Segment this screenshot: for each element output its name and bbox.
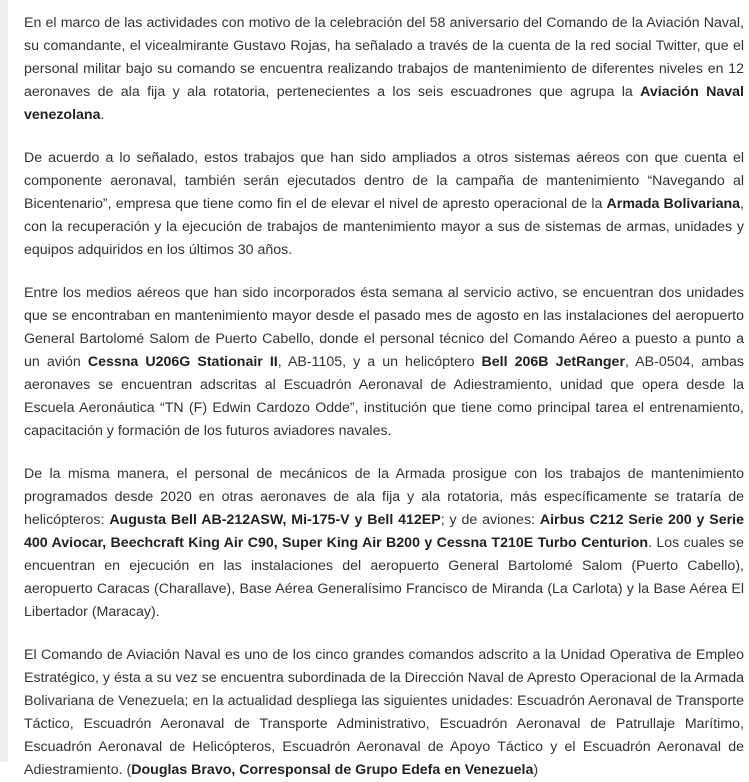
article-paragraph — [24, 463, 744, 624]
bold-text-run: Augusta Bell AB-212ASW, Mi-175-V y Bell 412EP — [109, 512, 441, 528]
text-run: El Comando de Aviación Naval es uno de los cinco grandes comandos adscrito a la Unidad Operativa de Empleo Estratégico, y ésta a su vez se encuentra subordinada de la Dirección Naval de Apresto Operacional de la Armada Bolivariana de Venezuela; en la actualidad despliega las siguientes unidades: Escuadrón Aeronaval de Transporte Táctico, Escuadrón Aeronaval de Transporte Administrativo, Escuadrón Aeronaval de Patrullaje Marítimo, Escuadrón Aeronaval de Helicópteros, Escuadrón Aeronaval de Apoyo Táctico y el Escuadrón Aeronaval de Adiestramiento. ( — [24, 647, 744, 778]
text-run: . Los cuales se encuentran en ejecución en las instalaciones del aeropuerto General Bartolomé Salom (Puerto Cabello), aeropuerto Caracas (Charallave), Base Aérea Generalísimo Francisco de Miranda (La Carlota) y la Base Aérea El Libertador (Maracay). — [24, 535, 745, 620]
article-body — [24, 12, 744, 782]
bold-text-run: Airbus C212 Serie 200 y Serie 400 Aviocar, Beechcraft King Air C90, Super King Air B200 y Cessna T210E Turbo Centurion — [24, 512, 744, 551]
text-run: ; y de aviones: — [440, 512, 540, 528]
left-margin-rule — [0, 0, 8, 762]
text-run: , AB-1105, y a un helicóptero — [277, 354, 482, 370]
bold-text-run: Aviación Naval venezolana — [24, 84, 744, 123]
text-run: , con la recuperación y la ejecución de trabajos de mantenimiento mayor a sus de sistemas de armas, unidades y equipos adquiridos en los últimos 30 años. — [24, 196, 744, 258]
bold-text-run: Cessna U206G Stationair II — [87, 354, 278, 370]
article-paragraph — [24, 644, 744, 782]
article-paragraph — [24, 282, 744, 443]
bold-text-run: Bell 206B JetRanger — [481, 354, 625, 370]
text-run: ) — [533, 762, 539, 778]
text-run: Entre los medios aéreos que han sido incorporados ésta semana al servicio activo, se encuentran dos unidades que se encontraban en mantenimiento mayor desde el pasado mes de agosto en las instalaciones del aeropuerto General Bartolomé Salom de Puerto Cabello, donde el personal técnico del Comando Aéreo a puesto a punto a un avión — [24, 285, 744, 370]
text-run: , AB-0504, ambas aeronaves se encuentran adscritas al Escuadrón Aeronaval de Adiestramiento, unidad que opera desde la Escuela Aeronáutica “TN (F) Edwin Cardozo Odde”, institución que tiene como principal tarea el entrenamiento, capacitación y formación de los futuros aviadores navales. — [24, 354, 744, 439]
article-paragraph — [24, 147, 744, 262]
text-run: De la misma manera, el personal de mecánicos de la Armada prosigue con los trabajos de mantenimiento programados desde 2020 en otras aeronaves de ala fija y ala rotatoria, más específicamente se trataría de helicópteros: — [24, 466, 744, 528]
text-run: . — [100, 107, 105, 123]
bold-text-run: Armada Bolivariana — [606, 196, 741, 212]
bold-text-run: Douglas Bravo, Corresponsal de Grupo Edefa en Venezuela — [131, 762, 534, 778]
text-run: De acuerdo a lo señalado, estos trabajos que han sido ampliados a otros sistemas aéreos con que cuenta el componente aeronaval, también serán ejecutados dentro de la campaña de mantenimiento “Navegando al Bicentenario”, empresa que tiene como fin el de elevar el nivel de apresto operacional de la — [24, 150, 744, 212]
article-paragraph — [24, 12, 744, 127]
text-run: En el marco de las actividades con motivo de la celebración del 58 aniversario del Comando de la Aviación Naval, su comandante, el vicealmirante Gustavo Rojas, ha señalado a través de la cuenta de la red social Twitter, que el personal militar bajo su comando se encuentra realizando trabajos de mantenimiento de diferentes niveles en 12 aeronaves de ala fija y ala rotatoria, pertenecientes a los seis escuadrones que agrupa la — [24, 15, 744, 100]
